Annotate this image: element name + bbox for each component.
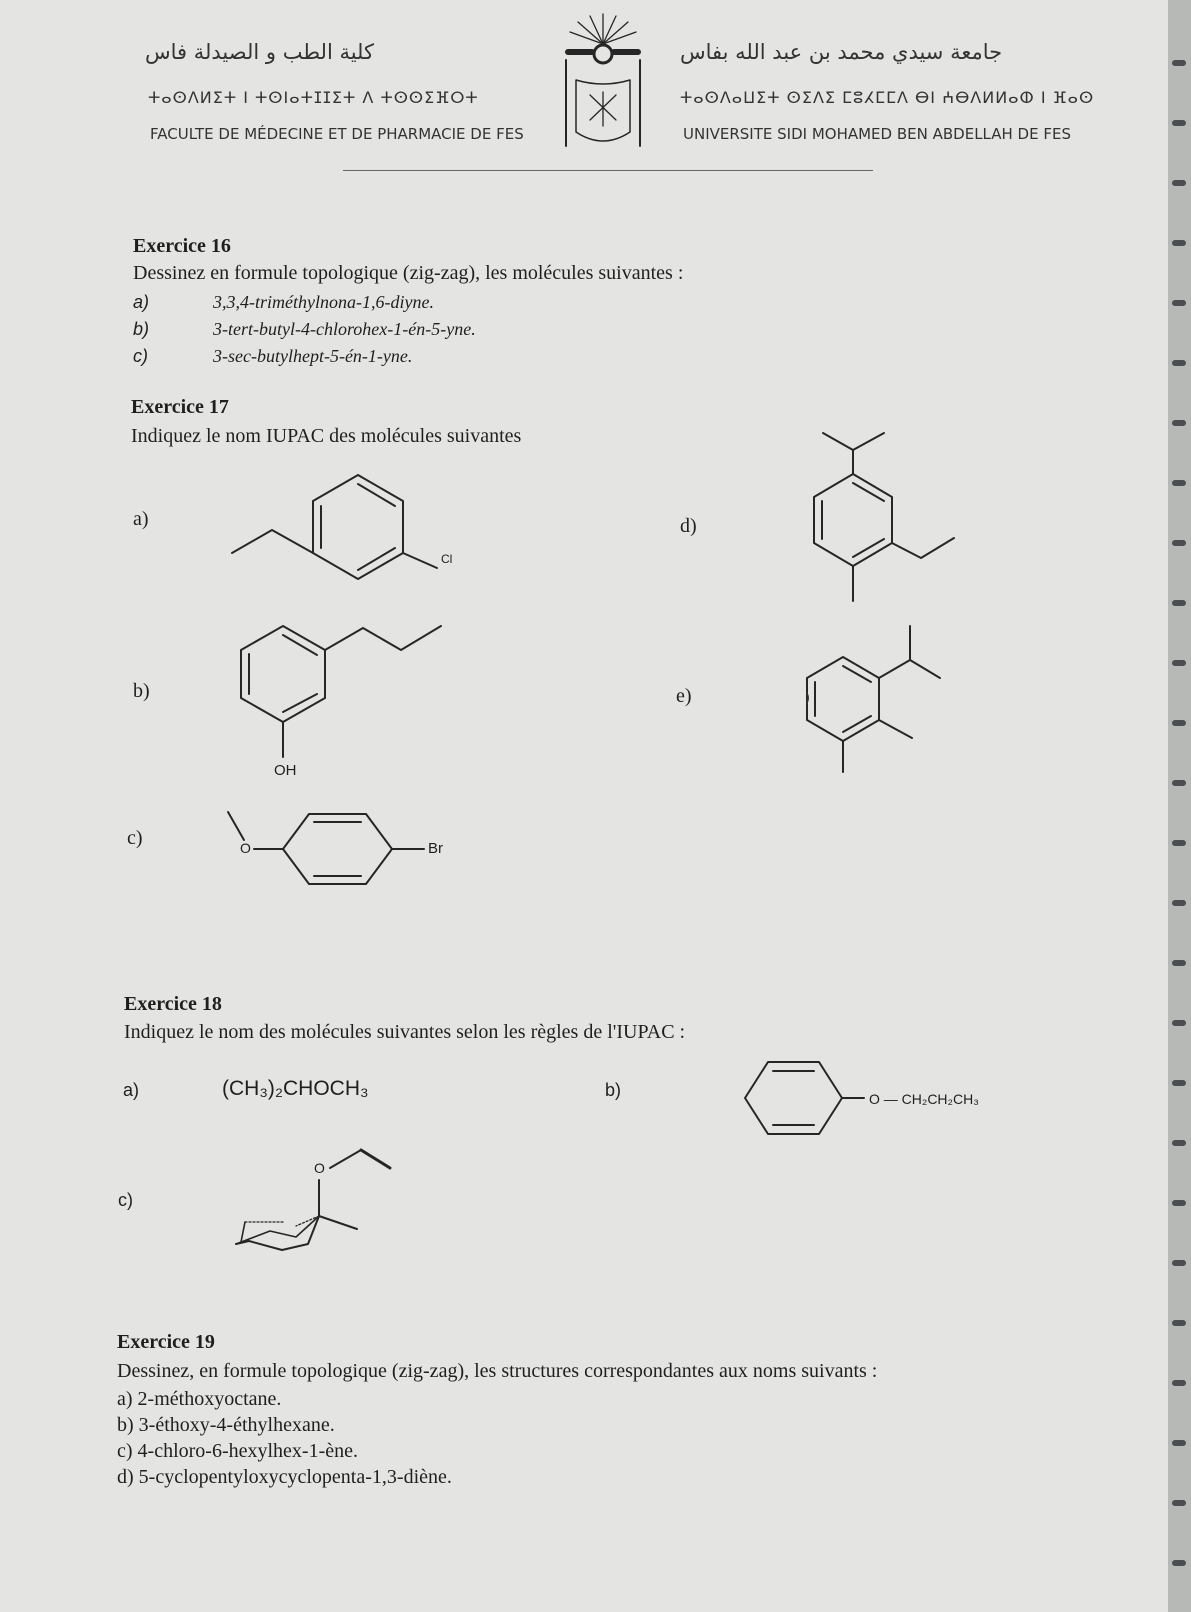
faculty-name-tifinagh: ⵜⴰⵙⴷⵍⵉⵜ ⵏ ⵜⵙⵏⴰⵜⵊⵊⵉⵜ ⴷ ⵜⵙⵙⵉⴼⵔⵜ [148,88,479,107]
ex19-title: Exercice 19 [117,1331,215,1353]
ex17-molecule-d [814,433,954,601]
ex19-instruction: Dessinez, en formule topologique (zig-zag), les structures correspondantes aux noms suivants : [117,1360,878,1382]
ex19-item-a: a) 2-méthoxyoctane. [117,1388,282,1410]
ex16-item-b-text: 3-tert-butyl-4-chlorohex-1-én-5-yne. [213,319,476,339]
ex18-label-a: a) [123,1080,140,1100]
ex17-label-a: a) [133,508,149,530]
ex17-label-d: d) [680,515,697,537]
ex16-item-a-text: 3,3,4-triméthylnona-1,6-diyne. [213,292,434,312]
ex19-item-b: b) 3-éthoxy-4-éthylhexane. [117,1414,335,1436]
ex17-e-stray-mark: ) [805,691,811,706]
faculty-name-arabic: كلية الطب و الصيدلة فاس [145,40,375,64]
ex17-molecule-c [228,812,424,884]
ex18-formula-b: O — CH₂CH₂CH₃ [869,1091,979,1107]
ex18-instruction: Indiquez le nom des molécules suivantes selon les règles de l'IUPAC : [124,1021,686,1043]
ex17-a-chlorine: Cl [441,552,453,566]
ex18-label-b: b) [605,1080,622,1100]
university-emblem-icon [566,14,640,146]
ex18-formula-a: (CH₃)₂CHOCH₃ [222,1077,369,1100]
ex16-item-c-label: c) [133,346,148,366]
ex17-label-e: e) [676,685,692,707]
ex19-item-c: c) 4-chloro-6-hexylhex-1-ène. [117,1440,358,1462]
faculty-name-french: FACULTE DE MÉDECINE ET DE PHARMACIE DE FES [150,125,524,143]
ex17-title: Exercice 17 [131,396,229,418]
ex18-molecule-b [745,1062,864,1134]
ex17-molecule-b [241,626,441,757]
university-name-tifinagh: ⵜⴰⵙⴷⴰⵡⵉⵜ ⵙⵉⴷⵉ ⵎⵓⵃⵎⵎⴷ ⴱⵏ ⵄⴱⴷⵍⵍⴰⵀ ⵏ ⴼⴰⵙ [680,88,1095,107]
ex19-item-d: d) 5-cyclopentyloxycyclopenta-1,3-diène. [117,1466,452,1488]
ex16-item-b-label: b) [133,319,150,339]
ex17-instruction: Indiquez le nom IUPAC des molécules suivantes [131,425,522,447]
ex16-title: Exercice 16 [133,235,231,257]
ex16-instruction: Dessinez en formule topologique (zig-zag), les molécules suivantes : [133,262,684,284]
ex17-molecule-e [807,626,940,772]
university-name-arabic: جامعة سيدي محمد بن عبد الله بفاس [680,40,1003,64]
ex17-b-hydroxyl: OH [274,762,297,779]
ex17-label-c: c) [127,827,143,849]
ex17-molecule-a [232,475,437,579]
ex18-molecule-c [236,1150,390,1250]
ex16-item-a-label: a) [133,292,150,312]
ex17-label-b: b) [133,680,150,702]
ex18-label-c: c) [118,1190,133,1210]
notebook-binding-edge [1168,0,1191,1612]
ex17-c-bromine: Br [428,840,443,857]
university-name-french: UNIVERSITE SIDI MOHAMED BEN ABDELLAH DE FES [683,125,1071,143]
ex18-title: Exercice 18 [124,993,222,1015]
ex17-c-oxygen: O [240,840,251,856]
ex18-c-oxygen: O [314,1160,325,1176]
ex16-item-c-text: 3-sec-butylhept-5-én-1-yne. [213,346,413,366]
